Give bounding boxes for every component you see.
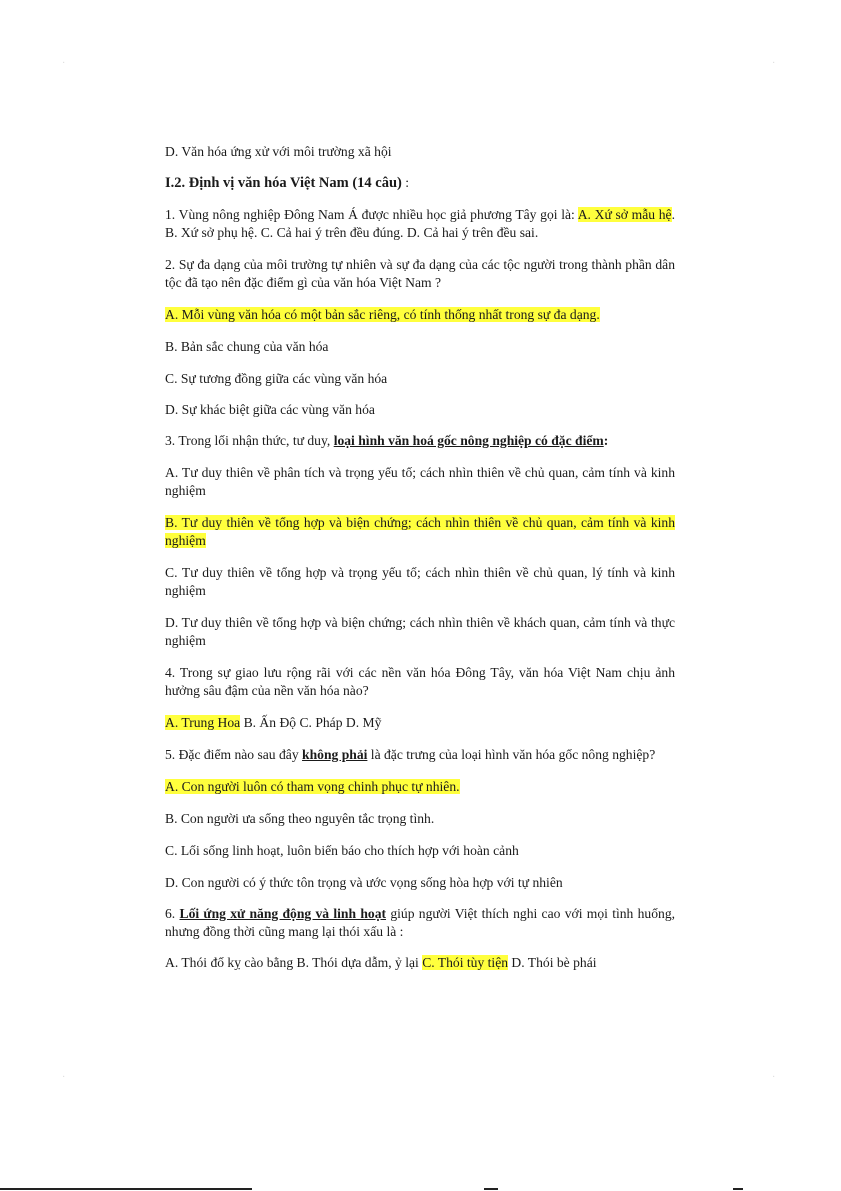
highlighted-answer: A. Trung Hoa [165, 715, 241, 730]
question-5: 5. Đặc điểm nào sau đây không phải là đặc trưng của loại hình văn hóa gốc nông nghiệp? [165, 747, 656, 762]
question-6: 6. Lối ứng xử năng động và linh hoạt giúp người Việt thích nghi cao với mọi tình huống, nhưng đồng thời cũng mang lại thói xấu là : [165, 906, 676, 939]
highlighted-answer: B. Tư duy thiên về tổng hợp và biện chứng; cách nhìn thiên về chủ quan, cảm tính và kinh nghiệm [165, 515, 675, 548]
question-4-answers: A. Trung Hoa B. Ấn Độ C. Pháp D. Mỹ [165, 715, 382, 730]
question-2-option-b: B. Bản sắc chung của văn hóa [165, 339, 329, 354]
question-3: 3. Trong lối nhận thức, tư duy, loại hình văn hoá gốc nông nghiệp có đặc điểm: [165, 433, 609, 448]
question-6-answers: A. Thói đố kỵ cào bằng B. Thói dựa dẫm, ỷ lại C. Thói tùy tiện D. Thói bè phái [165, 955, 597, 970]
question-4: 4. Trong sự giao lưu rộng rãi với các nền văn hóa Đông Tây, văn hóa Việt Nam chịu ảnh hưởng sâu đậm của nền văn hóa nào? [165, 665, 675, 698]
question-3-option-d: D. Tư duy thiên về tổng hợp và biện chứng; cách nhìn thiên về khách quan, cảm tính và thực nghiệm [165, 615, 675, 648]
section-heading: I.2. Định vị văn hóa Việt Nam (14 câu) : [165, 175, 410, 191]
question-3-option-a: A. Tư duy thiên về phân tích và trọng yếu tố; cách nhìn thiên về chủ quan, cảm tính và kinh nghiệm [165, 465, 675, 498]
page-bottom-mark [733, 1188, 743, 1190]
question-1: 1. Vùng nông nghiệp Đông Nam Á được nhiều học giả phương Tây gọi là: A. Xứ sở mẫu hệ. B. Xứ sở phụ hệ. C. Cả hai ý trên đều đúng. D. Cả hai ý trên đều sai. [165, 207, 675, 240]
highlighted-answer: A. Mỗi vùng văn hóa có một bản sắc riêng, có tính thống nhất trong sự đa dạng. [165, 307, 600, 322]
corner-mark: · [772, 58, 776, 69]
highlighted-answer: C. Thói tùy tiện [422, 955, 509, 970]
question-5-answer-a [165, 778, 675, 796]
option-line: D. Văn hóa ứng xử với môi trường xã hội [165, 144, 392, 159]
corner-mark: · [772, 1072, 776, 1083]
question-5-option-c: C. Lối sống linh hoạt, luôn biến báo cho thích hợp với hoàn cảnh [165, 843, 519, 858]
question-2-answer-a [165, 306, 675, 324]
question-5-option-d: D. Con người có ý thức tôn trọng và ước vọng sống hòa hợp với tự nhiên [165, 875, 563, 890]
question-2: 2. Sự đa dạng của môi trường tự nhiên và sự đa dạng của các tộc người trong thành phần dân tộc đã tạo nên đặc điểm gì của văn hóa Việt Nam ? [165, 257, 675, 290]
question-2-option-c: C. Sự tương đồng giữa các vùng văn hóa [165, 371, 388, 386]
question-5-option-b: B. Con người ưa sống theo nguyên tắc trọng tình. [165, 811, 435, 826]
document-body [165, 140, 675, 972]
highlighted-answer: A. Xứ sở mẫu hệ [577, 207, 672, 222]
highlighted-answer: A. Con người luôn có tham vọng chinh phục tự nhiên. [165, 779, 460, 794]
question-2-option-d: D. Sự khác biệt giữa các vùng văn hóa [165, 402, 375, 417]
page-bottom-rule [0, 1188, 252, 1190]
question-3-option-c: C. Tư duy thiên về tổng hợp và trọng yếu tố; cách nhìn thiên về chủ quan, lý tính và kinh nghiệm [165, 565, 675, 598]
corner-mark: · [62, 58, 66, 69]
question-3-answer-b [165, 514, 675, 550]
corner-mark: · [62, 1072, 66, 1083]
page-bottom-mark [484, 1188, 498, 1190]
